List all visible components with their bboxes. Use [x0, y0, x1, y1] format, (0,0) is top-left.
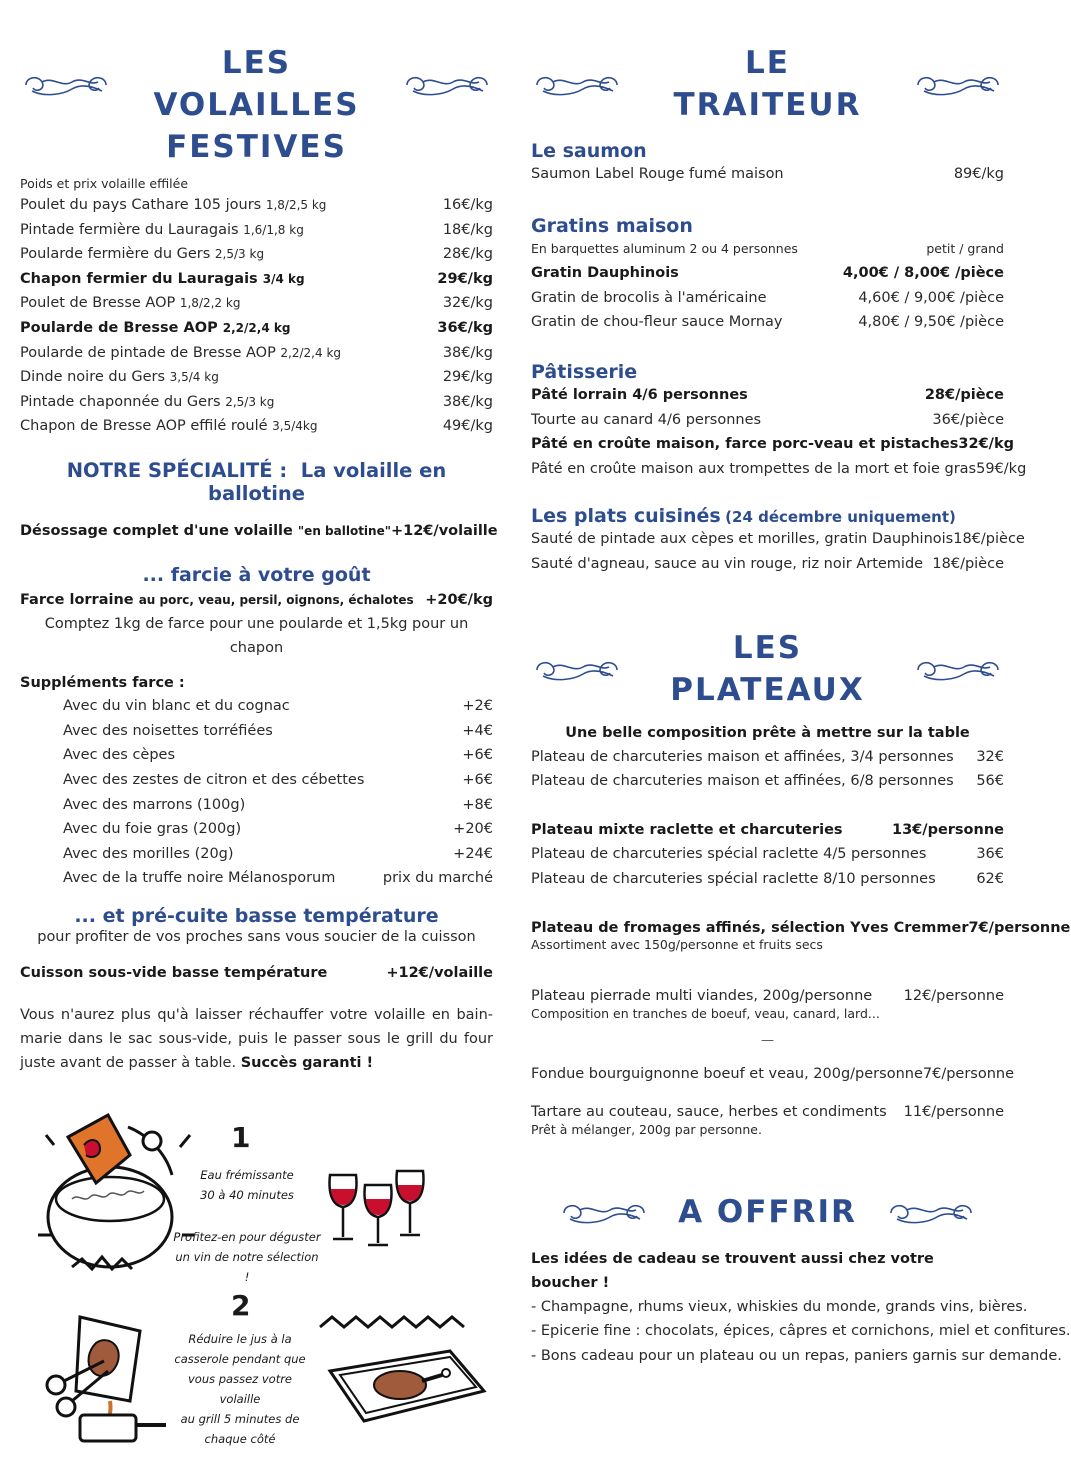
cuisson-name: Cuisson sous-vide basse température: [20, 964, 328, 981]
supplement-row: [63, 719, 493, 744]
volaille-row-name: Poularde fermière du Gers 2,5/3 kg: [20, 246, 265, 263]
pierrade-price: 12€/personne: [903, 988, 1004, 1005]
fondue-name: Fondue bourguignonne boeuf et veau, 200g/personne: [531, 1065, 923, 1082]
plateau-row-name: Plateau de charcuteries spécial raclette 8/10 personnes: [531, 870, 936, 887]
ornament-swirl-icon: [401, 67, 493, 101]
plats-list: [531, 527, 1025, 576]
patisserie-row-price: 32€/kg: [958, 436, 1014, 453]
volaille-row: [20, 316, 493, 341]
fromages-note: Assortiment avec 150g/personne et fruits secs: [531, 937, 823, 953]
gratin-row-name: Gratin de chou-fleur sauce Mornay: [531, 314, 783, 331]
supplement-row: [63, 866, 493, 891]
cuisson-paragraph: Vous n'aurez plus qu'à laisser réchauffer votre volaille en bain-marie dans le sac sous-vide, puis le passer sous le grill du four juste avant de passer à table. Succès garanti !: [20, 1007, 493, 1072]
supplement-row-name: Avec des cèpes: [63, 747, 176, 764]
step-2-text: [170, 1329, 310, 1449]
supplement-row: [63, 743, 493, 768]
fondue-row: [531, 1062, 1015, 1087]
volaille-row-price: 18€/kg: [442, 221, 493, 238]
wine-glasses-icon: [325, 1153, 435, 1263]
supplement-row-name: Avec de la truffe noire Mélanosporum: [63, 870, 336, 887]
ornament-swirl-icon: [20, 67, 112, 101]
volaille-row-price: 36€/kg: [437, 319, 493, 336]
saumon-title: Le saumon: [531, 140, 647, 162]
pierrade-note: Composition en tranches de boeuf, veau, canard, lard...: [531, 1005, 880, 1021]
ornament-swirl-icon: [531, 652, 623, 686]
ornament-swirl-icon: [885, 1195, 977, 1229]
patisserie-list: [531, 383, 1027, 481]
offrir-title: A OFFRIR: [678, 1193, 857, 1230]
gratins-note: En barquettes aluminum 2 ou 4 personnes: [531, 240, 798, 256]
success-text: Succès garanti !: [240, 1055, 374, 1072]
plateau-row-name: Plateau de charcuteries maison et affinées, 6/8 personnes: [531, 773, 954, 790]
step-text-line: Profitez-en pour déguster: [173, 1230, 321, 1245]
supplement-row-name: Avec du vin blanc et du cognac: [63, 698, 290, 715]
patisserie-row-price: 36€/pièce: [932, 411, 1004, 428]
precuite-title: ... et pré-cuite basse température: [74, 904, 439, 927]
supplement-row-price: +24€: [453, 845, 493, 862]
farce-price: +20€/kg: [425, 591, 493, 608]
plat-row-price: 18€/pièce: [932, 555, 1004, 572]
volaille-row-price: 38€/kg: [442, 344, 493, 361]
volaille-row-name: Dinde noire du Gers 3,5/4 kg: [20, 369, 219, 386]
fondue-price: 7€/personne: [922, 1065, 1015, 1082]
plateau-row-price: 62€: [976, 870, 1004, 887]
volaille-row-price: 29€/kg: [442, 369, 493, 386]
farcie-title: ... farcie à votre goût: [142, 563, 371, 586]
ornament-swirl-icon: [912, 67, 1004, 101]
patisserie-row: [531, 383, 1004, 408]
supplement-row: [63, 768, 493, 793]
gratin-row-price: 4,80€ / 9,50€ /pièce: [858, 314, 1004, 331]
supplement-row-name: Avec des noisettes torréfiées: [63, 722, 273, 739]
plats-note: (24 décembre uniquement): [725, 508, 956, 527]
farce-note: Comptez 1kg de farce pour une poularde et 1,5kg pour un chapon: [44, 616, 469, 657]
plat-row-name: Sauté de pintade aux cèpes et morilles, gratin Dauphinois: [531, 531, 954, 548]
volaille-row: [20, 291, 493, 316]
supplement-row-price: +6€: [462, 771, 493, 788]
volailles-list: [20, 193, 493, 439]
step-text-line: 30 à 40 minutes: [200, 1188, 294, 1203]
patisserie-row-name: Pâté lorrain 4/6 personnes: [531, 386, 748, 403]
volailles-title-row: [20, 42, 493, 126]
supplement-row-name: Avec du foie gras (200g): [63, 821, 242, 838]
right-column: [531, 0, 1071, 1368]
volaille-row-price: 49€/kg: [442, 418, 493, 435]
plateau-row: [531, 867, 1004, 892]
supplement-row: [63, 694, 493, 719]
step-text-line: Eau frémissante: [200, 1168, 294, 1183]
saumon-price: 89€/kg: [953, 166, 1004, 182]
gratin-row: [531, 286, 1004, 311]
tartare-name: Tartare au couteau, sauce, herbes et condiments: [531, 1104, 887, 1121]
volaille-row: [20, 341, 493, 366]
supplement-row: [63, 793, 493, 818]
plateau-row: [531, 769, 1004, 794]
supplement-row-name: Avec des zestes de citron et des cébettes: [63, 771, 365, 788]
traiteur-title: LE TRAITEUR: [673, 45, 862, 123]
plateaux-group-raclette: [531, 842, 1004, 891]
supplement-row-price: +20€: [453, 821, 493, 838]
volaille-row-name: Chapon de Bresse AOP effilé roulé 3,5/4kg: [20, 418, 318, 435]
plateaux-group-charcuteries: [531, 745, 1004, 794]
volaille-row: [20, 218, 493, 243]
fromages-name: Plateau de fromages affinés, sélection Yves Cremmer: [531, 919, 969, 936]
pierrade-name: Plateau pierrade multi viandes, 200g/personne: [531, 988, 873, 1005]
supplements-list: [20, 694, 493, 891]
patisserie-title: Pâtisserie: [531, 360, 638, 383]
offrir-intro: Les idées de cadeau se trouvent aussi chez votre boucher !: [531, 1250, 934, 1291]
volaille-row-price: 32€/kg: [442, 295, 493, 312]
patisserie-row-name: Tourte au canard 4/6 personnes: [531, 411, 762, 428]
patisserie-row-price: 28€/pièce: [924, 386, 1004, 403]
volaille-row-name: Poulet du pays Cathare 105 jours 1,8/2,5 kg: [20, 197, 327, 213]
desossage-name: Désossage complet d'une volaille "en ballotine": [20, 522, 391, 539]
ornament-swirl-icon: [558, 1195, 650, 1229]
saumon-row: [531, 162, 1004, 187]
gratin-row-price: 4,00€ / 8,00€ /pièce: [842, 265, 1004, 282]
offrir-item: - Epicerie fine : chocolats, épices, câpres et cornichons, miel et confitures.: [531, 1323, 1071, 1340]
tartare-note: Prêt à mélanger, 200g par personne.: [531, 1121, 762, 1137]
gratins-list: [531, 261, 1004, 335]
plateau-row: [531, 842, 1004, 867]
volaille-row-name: Pintade fermière du Lauragais 1,6/1,8 kg: [20, 221, 304, 238]
offrir-list: [531, 1295, 1071, 1369]
gratins-note-row: [531, 237, 1004, 262]
offrir-item: - Champagne, rhums vieux, whiskies du monde, grands vins, bières.: [531, 1298, 1028, 1315]
gratin-row-name: Gratin de brocolis à l'américaine: [531, 289, 767, 306]
cuisson-row: [20, 961, 493, 986]
plateau-row: [531, 745, 1004, 770]
volailles-note: Poids et prix volaille effilée: [20, 176, 189, 191]
plateaux-title-row: [531, 627, 1004, 711]
gratin-row: [531, 310, 1004, 335]
plat-row: [531, 552, 1004, 577]
cuisson-price: +12€/volaille: [386, 964, 493, 981]
plateau-mixte-price: 13€/personne: [892, 821, 1004, 838]
step-text-line: casserole pendant que: [174, 1352, 306, 1367]
volaille-row: [20, 414, 493, 439]
step-1-text: [172, 1165, 322, 1287]
supplement-row-price: prix du marché: [382, 870, 493, 887]
volaille-row-name: Chapon fermier du Lauragais 3/4 kg: [20, 270, 305, 287]
volaille-row-name: Poulet de Bresse AOP 1,8/2,2 kg: [20, 295, 241, 312]
plateau-row-name: Plateau de charcuteries maison et affinées, 3/4 personnes: [531, 748, 954, 765]
supplement-row-price: +4€: [462, 722, 493, 739]
step-2-number: 2: [231, 1289, 251, 1323]
precuite-subtitle: pour profiter de vos proches sans vous soucier de la cuisson: [37, 928, 476, 945]
plat-row-price: 18€/pièce: [953, 531, 1025, 548]
plateaux-title: LES PLATEAUX: [670, 629, 865, 708]
volaille-row-name: Poularde de pintade de Bresse AOP 2,2/2,4 kg: [20, 344, 342, 361]
steps-illustration: [20, 1101, 493, 1471]
gratin-row-name: Gratin Dauphinois: [531, 265, 679, 282]
offrir-item: - Bons cadeau pour un plateau ou un repas, paniers garnis sur demande.: [531, 1347, 1062, 1364]
plats-heading: [531, 505, 1004, 527]
patisserie-row: [531, 432, 1014, 457]
gratin-row-price: 4,60€ / 9,00€ /pièce: [858, 289, 1004, 306]
separator-dash: —: [761, 1032, 774, 1048]
farce-row: [20, 588, 493, 613]
farce-name: Farce lorraine au porc, veau, persil, oignons, échalotes: [20, 591, 414, 608]
tartare-price: 11€/personne: [903, 1104, 1004, 1121]
plats-title: Les plats cuisinés: [531, 505, 721, 528]
supplement-row: [63, 842, 493, 867]
supplement-row-price: +8€: [462, 796, 493, 813]
saumon-name: Saumon Label Rouge fumé maison: [531, 166, 784, 182]
volaille-row: [20, 193, 493, 218]
supplements-title: Suppléments farce :: [20, 675, 185, 692]
plateau-row-price: 36€: [976, 846, 1004, 863]
patisserie-row-price: 59€/kg: [976, 460, 1027, 477]
grill-roast-icon: [310, 1311, 490, 1441]
step-text-line: chaque côté: [204, 1432, 276, 1447]
supplement-row-price: +2€: [462, 698, 493, 715]
supplement-row-name: Avec des morilles (20g): [63, 845, 234, 862]
patisserie-row: [531, 408, 1004, 433]
step-text-line: au grill 5 minutes de: [180, 1412, 300, 1427]
plateau-row-price: 32€: [976, 748, 1004, 765]
gratins-title: Gratins maison: [531, 214, 693, 237]
plateau-row-name: Plateau de charcuteries spécial raclette 4/5 personnes: [531, 846, 927, 863]
offrir-title-row: [531, 1191, 1004, 1233]
supplement-row-price: +6€: [462, 747, 493, 764]
left-column: [20, 0, 498, 1471]
volaille-row: [20, 390, 493, 415]
volaille-row-name: Poularde de Bresse AOP 2,2/2,4 kg: [20, 319, 291, 336]
specialite-title: La volaille en ballotine: [208, 458, 447, 505]
patisserie-row-name: Pâté en croûte maison aux trompettes de la mort et foie gras: [531, 460, 977, 477]
plateaux-subtitle: Une belle composition prête à mettre sur la table: [565, 724, 970, 741]
plat-row-name: Sauté d'agneau, sauce au vin rouge, riz noir Artemide: [531, 555, 924, 572]
step-1-number: 1: [231, 1121, 251, 1155]
gratins-sizes: petit / grand: [926, 240, 1004, 256]
ornament-swirl-icon: [912, 652, 1004, 686]
patisserie-row-name: Pâté en croûte maison, farce porc-veau et pistaches: [531, 436, 959, 453]
plateau-row-price: 56€: [976, 773, 1004, 790]
supplement-row: [63, 817, 493, 842]
step-text-line: Réduire le jus à la: [188, 1332, 292, 1347]
supplement-row-name: Avec des marrons (100g): [63, 796, 246, 813]
volaille-row-price: 16€/kg: [442, 197, 493, 213]
volaille-row-name: Pintade chaponnée du Gers 2,5/3 kg: [20, 393, 275, 410]
plateau-mixte-row: [531, 818, 1004, 843]
volaille-row-price: 29€/kg: [437, 270, 493, 287]
specialite-heading: [20, 459, 493, 505]
volaille-row-price: 38€/kg: [442, 393, 493, 410]
step-text-line: [172, 1205, 322, 1227]
volaille-row: [20, 365, 493, 390]
step-text-line: un vin de notre sélection !: [175, 1250, 319, 1285]
volaille-row: [20, 267, 493, 292]
jar-scissors-icon: [40, 1297, 170, 1447]
volailles-title-line1: LES VOLAILLES: [153, 45, 360, 123]
patisserie-row: [531, 457, 1027, 482]
desossage-price: +12€/volaille: [390, 522, 498, 539]
traiteur-title-row: [531, 42, 1004, 126]
gratin-row: [531, 261, 1004, 286]
step-text-line: vous passez votre volaille: [187, 1372, 293, 1407]
fromages-price: 7€/personne: [968, 919, 1071, 936]
ornament-swirl-icon: [531, 67, 623, 101]
plat-row: [531, 527, 1025, 552]
volaille-row-price: 28€/kg: [442, 246, 493, 263]
volaille-row: [20, 242, 493, 267]
specialite-label: NOTRE SPÉCIALITÉ :: [66, 458, 288, 482]
plateau-mixte-name: Plateau mixte raclette et charcuteries: [531, 821, 843, 838]
desossage-row: [20, 519, 498, 544]
volailles-title-line2: FESTIVES: [166, 129, 347, 165]
